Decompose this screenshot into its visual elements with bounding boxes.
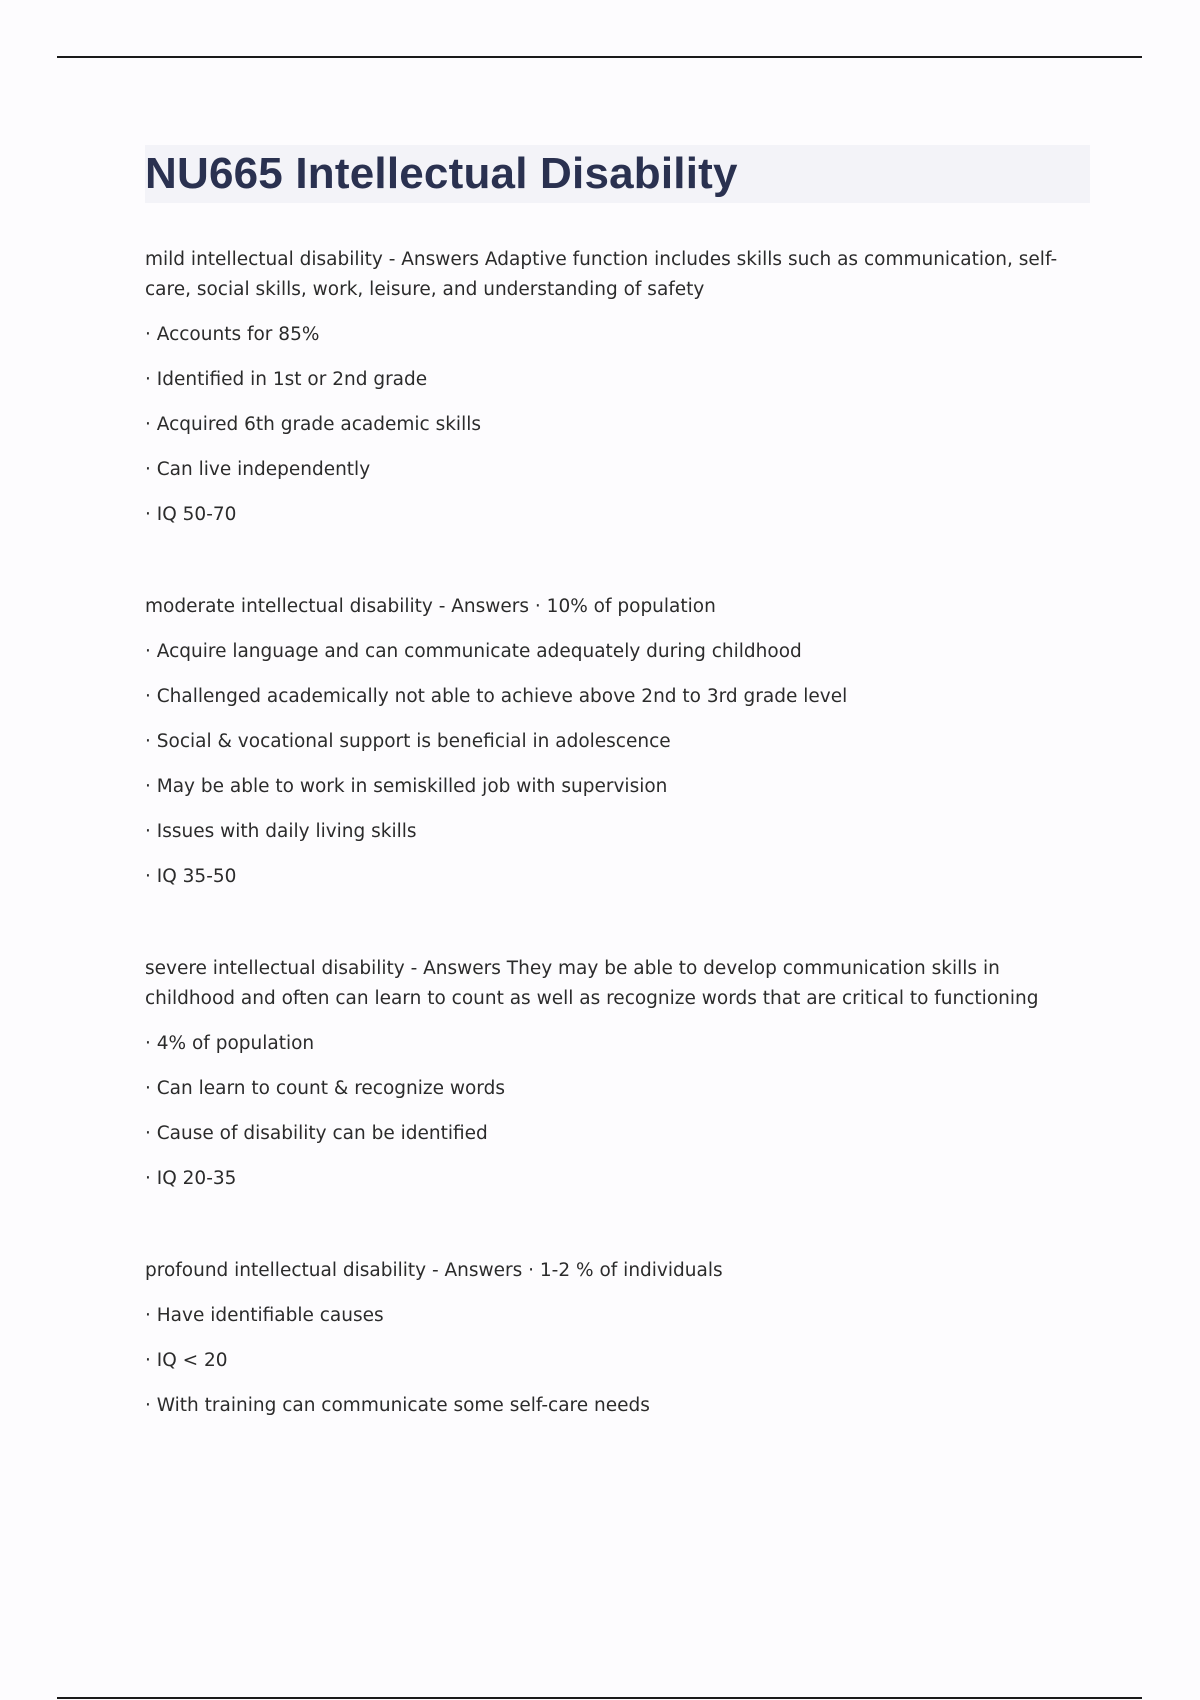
list-item: · Challenged academically not able to achieve above 2nd to 3rd grade level [145, 686, 848, 707]
title-bar [145, 145, 1090, 203]
section-heading: profound intellectual disability - Answers · 1-2 % of individuals [145, 1260, 723, 1281]
section-heading: mild intellectual disability - Answers Adaptive function includes skills such as communication, self-care, social skills, work, leisure, and understanding of safety [145, 249, 1058, 300]
list-item: · Have identifiable causes [145, 1305, 384, 1326]
list-item: · 4% of population [145, 1033, 315, 1054]
list-item: · Can live independently [145, 459, 371, 480]
page-title: NU665 Intellectual Disability [145, 149, 738, 198]
list-item: · IQ 20-35 [145, 1168, 237, 1189]
section-heading: severe intellectual disability - Answers They may be able to develop communication skills in childhood and often can learn to count as well as recognize words that are critical to functioning [145, 958, 1039, 1009]
section-moderate [145, 592, 1090, 892]
top-rule [57, 56, 1142, 58]
list-item: · IQ 50-70 [145, 504, 237, 525]
section-severe [145, 954, 1090, 1194]
list-item: · Social & vocational support is beneficial in adolescence [145, 731, 671, 752]
list-item: · Can learn to count & recognize words [145, 1078, 505, 1099]
list-item: · Issues with daily living skills [145, 821, 417, 842]
list-item: · IQ 35-50 [145, 866, 237, 887]
section-mild [145, 245, 1090, 530]
section-heading: moderate intellectual disability - Answers · 10% of population [145, 596, 716, 617]
section-profound [145, 1256, 1090, 1421]
list-item: · May be able to work in semiskilled job with supervision [145, 776, 668, 797]
document-body [145, 145, 1090, 1483]
list-item: · Accounts for 85% [145, 324, 320, 345]
bottom-rule [57, 1697, 1142, 1699]
list-item: · Cause of disability can be identified [145, 1123, 488, 1144]
list-item: · Acquired 6th grade academic skills [145, 414, 481, 435]
list-item: · Acquire language and can communicate adequately during childhood [145, 641, 802, 662]
list-item: · IQ < 20 [145, 1350, 228, 1371]
list-item: · With training can communicate some self-care needs [145, 1395, 650, 1416]
list-item: · Identified in 1st or 2nd grade [145, 369, 428, 390]
